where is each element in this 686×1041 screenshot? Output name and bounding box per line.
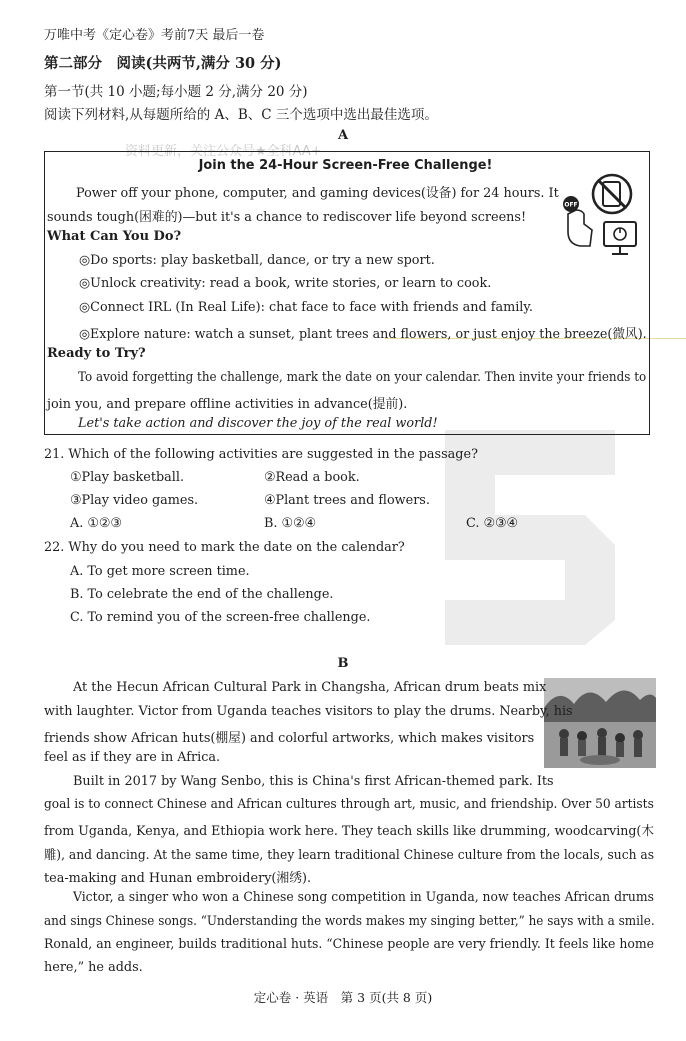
question-22-option-b: B. To celebrate the end of the challenge. [70, 587, 334, 602]
question-21-option-b: B. ①②④ [264, 516, 316, 531]
ready-line-2: join you, and prepare offline activities in advance(提前). [47, 397, 408, 412]
passage-b-line: At the Hecun African Cultural Park in Changsha, African drum beats mix [73, 680, 547, 695]
activity-item: ◎Do sports: play basketball, dance, or try a new sport. [79, 253, 435, 268]
part-title: 第二部分 阅读(共两节,满分 30 分) [44, 55, 282, 72]
screen-off-icon [560, 170, 644, 262]
passage-b-line: tea-making and Hunan embroidery(湘绣). [44, 871, 312, 886]
passage-b-line: from Uganda, Kenya, and Ethiopia work here. They teach skills like drumming, woodcarving(木 [44, 824, 654, 839]
activity-item: ◎Connect IRL (In Real Life): chat face to face with friends and family. [79, 300, 533, 315]
question-21-item: ②Read a book. [264, 470, 360, 485]
ready-to-try-heading: Ready to Try? [47, 346, 146, 361]
passage-a-title: Join the 24-Hour Screen-Free Challenge! [198, 158, 493, 173]
exam-header: 万唯中考《定心卷》考前7天 最后一卷 [44, 28, 265, 43]
question-22-stem: 22. Why do you need to mark the date on the calendar? [44, 540, 405, 555]
section-title: 第一节(共 10 小题;每小题 2 分,满分 20 分) [44, 84, 308, 100]
question-21-item: ③Play video games. [70, 493, 199, 508]
passage-a-intro-2: sounds tough(困难的)—but it's a chance to rediscover life beyond screens! [47, 210, 527, 225]
off-label: OFF [564, 201, 578, 209]
passage-b-line: Ronald, an engineer, builds traditional huts. “Chinese people are very friendly. It feels like home [44, 937, 655, 952]
passage-b-line: with laughter. Victor from Uganda teaches visitors to play the drums. Nearby, his [44, 704, 573, 719]
passage-b-line: Victor, a singer who won a Chinese song competition in Uganda, now teaches African drums [73, 890, 654, 905]
question-21-stem: 21. Which of the following activities are suggested in the passage? [44, 447, 478, 462]
watermark-text: 资料更新，关注公众号★全科AA+ [125, 144, 322, 159]
closing-line: Let's take action and discover the joy of the real world! [78, 416, 438, 431]
what-can-you-do-heading: What Can You Do? [47, 229, 182, 244]
passage-b-line: feel as if they are in Africa. [44, 750, 221, 765]
passage-b-line: here,” he adds. [44, 960, 143, 975]
question-21-option-a: A. ①②③ [70, 516, 122, 531]
passage-b-line: friends show African huts(棚屋) and colorful artworks, which makes visitors [44, 731, 535, 746]
question-22-option-a: A. To get more screen time. [70, 564, 250, 579]
question-21-item: ④Plant trees and flowers. [264, 493, 430, 508]
activity-item: ◎Explore nature: watch a sunset, plant trees and flowers, or just enjoy the breeze(微风). [79, 327, 647, 342]
passage-b-line: and sings Chinese songs. “Understanding the words makes my singing better,” he says with a smile. [44, 914, 655, 929]
passage-b-line: goal is to connect Chinese and African cultures through art, music, and friendship. Over 50 artists [44, 797, 654, 812]
passage-b-line: 雕), and dancing. At the same time, they learn traditional Chinese culture from the locals, such as [44, 848, 655, 863]
activity-item: ◎Unlock creativity: read a book, write stories, or learn to cook. [79, 276, 492, 291]
question-21-option-c: C. ②③④ [466, 516, 518, 531]
question-21-item: ①Play basketball. [70, 470, 185, 485]
passage-a-intro-1: Power off your phone, computer, and gaming devices(设备) for 24 hours. It [76, 186, 559, 201]
passage-a-label: A [337, 128, 349, 143]
park-photo [544, 678, 656, 768]
passage-b-line: Built in 2017 by Wang Senbo, this is China's first African-themed park. Its [73, 774, 554, 789]
page-footer: 定心卷 · 英语 第 3 页(共 8 页) [253, 990, 433, 1005]
question-22-option-c: C. To remind you of the screen-free challenge. [70, 610, 371, 625]
passage-b-label: B [337, 656, 349, 671]
ready-line-1: To avoid forgetting the challenge, mark the date on your calendar. Then invite your friends to [78, 370, 647, 385]
instructions: 阅读下列材料,从每题所给的 A、B、C 三个选项中选出最佳选项。 [44, 107, 438, 123]
